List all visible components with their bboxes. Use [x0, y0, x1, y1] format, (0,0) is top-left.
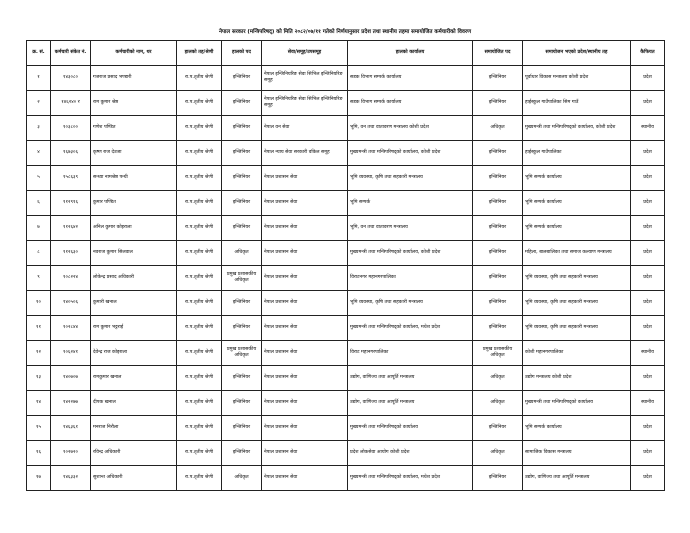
header-col-position: हालको पद [222, 41, 262, 66]
cell-adjusted-unit: भूमि व्यवस्था, कृषि तथा सहकारी मन्त्रालय [523, 266, 631, 291]
cell-adjusted-position: इन्जिनियर [473, 266, 523, 291]
cell-adjusted-unit: भूमि व्यवस्था, कृषि तथा सहकारी मन्त्रालय [523, 291, 631, 316]
cell-adjusted-unit: महिला, बालबालिका तथा समाज कल्याण मन्त्रालय [523, 241, 631, 266]
cell-employee-code: १४६३६१ [51, 416, 91, 441]
cell-remarks: प्रदेश [631, 291, 665, 316]
cell-position: इन्जिनियर [222, 391, 262, 416]
cell-employee-code: १६७३०६ [51, 141, 91, 166]
cell-adjusted-position: अधिकृत [473, 366, 523, 391]
cell-serial: १० [27, 291, 51, 316]
cell-employee-name: गजराज प्रसाद भण्डारी [91, 66, 177, 91]
cell-serial: १४ [27, 391, 51, 416]
cell-office: मुख्यमन्त्री तथा मन्त्रिपरिषद्को कार्यालय [348, 416, 473, 441]
cell-service-group: नेपाल प्रशासन सेवा [262, 166, 348, 191]
cell-level: रा.प.तृतीय श्रेणी [177, 216, 222, 241]
cell-serial: ७ [27, 216, 51, 241]
cell-employee-code: १४६३३२ [51, 466, 91, 491]
cell-adjusted-position: अधिकृत [473, 391, 523, 416]
cell-employee-name: गणेश पण्डित [91, 116, 177, 141]
cell-level: रा.प.तृतीय श्रेणी [177, 266, 222, 291]
cell-employee-name: रामकुमार खनाल [91, 366, 177, 391]
cell-adjusted-unit: मुख्यमन्त्री तथा मन्त्रिपरिषद्को कार्यालय [523, 391, 631, 416]
cell-adjusted-unit: सामाजिक विकास मन्त्रालय [523, 441, 631, 466]
cell-remarks: प्रदेश [631, 66, 665, 91]
cell-employee-name: राम कुमार श्रेष्ठ [91, 91, 177, 116]
cell-employee-name: रविन्द्र अधिकारी [91, 441, 177, 466]
cell-adjusted-position: इन्जिनियर [473, 241, 523, 266]
cell-position: अधिकृत [222, 241, 262, 266]
cell-service-group: नेपाल प्रशासन सेवा [262, 191, 348, 216]
table-row [27, 66, 665, 91]
cell-service-group: नेपाल इन्जिनियरिङ सेवा सिभिल इन्जिनियरिङ समूह [262, 66, 348, 91]
cell-serial: ३ [27, 116, 51, 141]
cell-level: रा.प.तृतीय श्रेणी [177, 141, 222, 166]
cell-employee-name: कुमार पण्डित [91, 191, 177, 216]
table-row [27, 266, 665, 291]
table-row [27, 441, 665, 466]
cell-employee-code: १०८२२४ [51, 266, 91, 291]
cell-office: प्रदेश लोकसेवा आयोग कोशी प्रदेश [348, 441, 473, 466]
cell-office: मुख्यमन्त्री तथा मन्त्रिपरिषद्को कार्यालय, मधेश प्रदेश [348, 316, 473, 341]
cell-adjusted-position: इन्जिनियर [473, 141, 523, 166]
cell-office: विराट महानगरपालिका [348, 341, 473, 366]
employee-table [26, 40, 665, 491]
table-row [27, 91, 665, 116]
cell-office: सडक विभाग सम्पर्क कार्यालय [348, 91, 473, 116]
cell-employee-name: अनिल कुमार कोइराला [91, 216, 177, 241]
cell-adjusted-unit: भूमि सम्पर्क कार्यालय [523, 191, 631, 216]
cell-adjusted-position: इन्जिनियर [473, 91, 523, 116]
cell-adjusted-position: इन्जिनियर [473, 216, 523, 241]
cell-position: प्रमुख प्रशासकीय अधिकृत [222, 266, 262, 291]
table-row [27, 241, 665, 266]
cell-remarks: स्थानीय [631, 391, 665, 416]
cell-service-group: नेपाल प्रशासन सेवा [262, 391, 348, 416]
cell-position: इन्जिनियर [222, 141, 262, 166]
cell-remarks: प्रदेश [631, 316, 665, 341]
table-row [27, 191, 665, 216]
cell-level: रा.प.तृतीय श्रेणी [177, 241, 222, 266]
cell-adjusted-unit: भूमि सम्पर्क कार्यालय [523, 166, 631, 191]
cell-service-group: नेपाल प्रशासन सेवा [262, 241, 348, 266]
cell-adjusted-position: इन्जिनियर [473, 416, 523, 441]
cell-employee-code: ११२६३० [51, 241, 91, 266]
cell-service-group: नेपाल प्रशासन सेवा [262, 416, 348, 441]
cell-level: रा.प.तृतीय श्रेणी [177, 341, 222, 366]
cell-serial: १ [27, 66, 51, 91]
cell-serial: ८ [27, 241, 51, 266]
cell-position: इन्जिनियर [222, 366, 262, 391]
cell-serial: ४ [27, 141, 51, 166]
cell-adjusted-unit: भूमि व्यवस्था, कृषि तथा सहकारी मन्त्रालय [523, 316, 631, 341]
table-row [27, 291, 665, 316]
cell-office: उद्योग, वाणिज्य तथा आपूर्ति मन्त्रालय [348, 391, 473, 416]
cell-service-group: नेपाल प्रशासन सेवा [262, 441, 348, 466]
cell-position: अधिकृत [222, 466, 262, 491]
cell-position: इन्जिनियर [222, 91, 262, 116]
cell-serial: ११ [27, 316, 51, 341]
cell-office: मुख्यमन्त्री तथा मन्त्रिपरिषद्को कार्यालय, मधेश प्रदेश [348, 466, 473, 491]
cell-employee-code: १०६२४१ [51, 341, 91, 366]
cell-adjusted-position: इन्जिनियर [473, 291, 523, 316]
cell-office: भूमि, वन तथा वातावरण मन्त्रालय [348, 216, 473, 241]
cell-service-group: नेपाल प्रशासन सेवा [262, 216, 348, 241]
cell-position: इन्जिनियर [222, 191, 262, 216]
cell-employee-name: राम कुमार भट्टराई [91, 316, 177, 341]
cell-serial: ९ [27, 266, 51, 291]
cell-level: रा.प.तृतीय श्रेणी [177, 116, 222, 141]
cell-employee-name: सुशान्त अधिकारी [91, 466, 177, 491]
table-row [27, 466, 665, 491]
cell-position: इन्जिनियर [222, 291, 262, 316]
cell-employee-code: १०२७२० [51, 441, 91, 466]
cell-serial: १५ [27, 416, 51, 441]
cell-level: रा.प.तृतीय श्रेणी [177, 366, 222, 391]
cell-employee-name: मनराज निरौला [91, 416, 177, 441]
cell-serial: १६ [27, 441, 51, 466]
cell-service-group: नेपाल प्रशासन सेवा [262, 341, 348, 366]
cell-level: रा.प.तृतीय श्रेणी [177, 416, 222, 441]
header-col-level: हालको तह/श्रेणी [177, 41, 222, 66]
cell-position: इन्जिनियर [222, 216, 262, 241]
cell-serial: ६ [27, 191, 51, 216]
cell-employee-code: १५८६३९ [51, 166, 91, 191]
cell-level: रा.प.तृतीय श्रेणी [177, 316, 222, 341]
cell-office: मुख्यमन्त्री तथा मन्त्रिपरिषद्को कार्यालय, कोशी प्रदेश [348, 241, 473, 266]
cell-remarks: स्थानीय [631, 116, 665, 141]
cell-position: इन्जिनियर [222, 441, 262, 466]
cell-office: भूमि, वन तथा वातावरण मन्त्रालय कोशी प्रदेश [348, 116, 473, 141]
cell-service-group: नेपाल प्रशासन सेवा [262, 266, 348, 291]
table-row [27, 166, 665, 191]
cell-serial: २ [27, 91, 51, 116]
cell-adjusted-position: इन्जिनियर [473, 66, 523, 91]
cell-adjusted-unit: उद्योग मन्त्रालय कोशी प्रदेश [523, 366, 631, 391]
cell-remarks: प्रदेश [631, 141, 665, 166]
cell-service-group: नेपाल न्याय सेवा सरकारी वकिल समूह [262, 141, 348, 166]
cell-employee-code: ११२९१६ [51, 191, 91, 216]
cell-adjusted-position: अधिकृत [473, 116, 523, 141]
cell-adjusted-unit: हाईस्कुल गाउँपालिका [523, 141, 631, 166]
cell-adjusted-position: प्रमुख प्रशासकीय अधिकृत [473, 341, 523, 366]
cell-adjusted-position: इन्जिनियर [473, 191, 523, 216]
cell-level: रा.प.तृतीय श्रेणी [177, 166, 222, 191]
cell-adjusted-unit: पूर्वाधार विकास मन्त्रालय कोशी प्रदेश [523, 66, 631, 91]
cell-adjusted-unit: मुख्यमन्त्री तथा मन्त्रिपरिषद्को कार्यालय, कोशी प्रदेश [523, 116, 631, 141]
cell-office: भूमि सम्पर्क [348, 191, 473, 216]
cell-level: रा.प.तृतीय श्रेणी [177, 291, 222, 316]
cell-adjusted-position: इन्जिनियर [473, 166, 523, 191]
cell-serial: १७ [27, 466, 51, 491]
table-row [27, 116, 665, 141]
cell-adjusted-position: इन्जिनियर [473, 466, 523, 491]
cell-adjusted-unit: कोशी महानगरपालिका [523, 341, 631, 366]
table-header-row [27, 41, 665, 66]
header-col-remarks: कैफियत [631, 41, 665, 66]
cell-remarks: प्रदेश [631, 366, 665, 391]
cell-remarks: प्रदेश [631, 191, 665, 216]
cell-adjusted-unit: भूमि सम्पर्क कार्यालय [523, 216, 631, 241]
header-col-service-group: सेवा/समूह/उपसमूह [262, 41, 348, 66]
cell-service-group: नेपाल वन सेवा [262, 116, 348, 141]
table-row [27, 416, 665, 441]
cell-employee-name: कृष्ण राज देउजा [91, 141, 177, 166]
cell-remarks: प्रदेश [631, 91, 665, 116]
cell-adjusted-position: इन्जिनियर [473, 316, 523, 341]
cell-office: विराटनगर महानगरपालिका [348, 266, 473, 291]
table-row [27, 366, 665, 391]
page-title: नेपाल सरकार (मन्त्रिपरिषद्) को मिति २०८२/०७/११ गतेको निर्णयानुसार प्रदेश तथा स्थानीय तहमा समायोजित कर्मचारीको विवरण [218, 29, 472, 35]
cell-office: उद्योग, वाणिज्य तथा आपूर्ति मन्त्रालय [348, 366, 473, 391]
cell-office: सडक विभाग सम्पर्क कार्यालय [348, 66, 473, 91]
cell-service-group: नेपाल प्रशासन सेवा [262, 466, 348, 491]
cell-serial: ५ [27, 166, 51, 191]
cell-remarks: प्रदेश [631, 266, 665, 291]
cell-office: भूमि व्यवस्था, कृषि तथा सहकारी मन्त्रालय [348, 166, 473, 191]
cell-employee-code: १४६२४० र [51, 91, 91, 116]
cell-adjusted-unit: हाईस्कुल गाउँपालिका सिम गाउँ [523, 91, 631, 116]
cell-level: रा.प.तृतीय श्रेणी [177, 91, 222, 116]
cell-office: मुख्यमन्त्री तथा मन्त्रिपरिषद्को कार्यालय, कोशी प्रदेश [348, 141, 473, 166]
cell-remarks: प्रदेश [631, 466, 665, 491]
cell-service-group: नेपाल प्रशासन सेवा [262, 366, 348, 391]
cell-employee-code: ११२६४२ [51, 216, 91, 241]
cell-position: प्रमुख प्रशासकीय अधिकृत [222, 341, 262, 366]
cell-position: इन्जिनियर [222, 66, 262, 91]
cell-serial: १३ [27, 366, 51, 391]
cell-position: इन्जिनियर [222, 166, 262, 191]
cell-employee-code: १४२२७७ [51, 391, 91, 416]
cell-employee-name: सन्ध्या नामश्रेष्ठ पन्थी [91, 166, 177, 191]
cell-employee-name: लोकेन्द्र प्रसाद अधिकारी [91, 266, 177, 291]
header-col-adjusted-position: समायोजित पद [473, 41, 523, 66]
cell-service-group: नेपाल इन्जिनियरिङ सेवा सिभिल इन्जिनियरिङ समूह [262, 91, 348, 116]
cell-level: रा.प.तृतीय श्रेणी [177, 191, 222, 216]
header-col-employee-code: कर्मचारी संकेत नं. [51, 41, 91, 66]
header-col-employee-name: कर्मचारीको नाम, थर [91, 41, 177, 66]
cell-remarks: प्रदेश [631, 216, 665, 241]
cell-adjusted-position: अधिकृत [473, 441, 523, 466]
table-row [27, 316, 665, 341]
cell-remarks: प्रदेश [631, 416, 665, 441]
cell-employee-code: १४०५०६ [51, 291, 91, 316]
cell-employee-name: कुमारी खनाल [91, 291, 177, 316]
header-col-serial: क्र. सं. [27, 41, 51, 66]
header-col-office: हालको कार्यालय [348, 41, 473, 66]
cell-serial: १२ [27, 341, 51, 366]
table-row [27, 216, 665, 241]
cell-employee-code: १४०७०७ [51, 366, 91, 391]
cell-employee-name: देवेन्द्र राज कोइराला [91, 341, 177, 366]
cell-remarks: प्रदेश [631, 166, 665, 191]
cell-adjusted-unit: उद्योग, वाणिज्य तथा आपूर्ति मन्त्रालय [523, 466, 631, 491]
table-row [27, 141, 665, 166]
cell-level: रा.प.तृतीय श्रेणी [177, 66, 222, 91]
cell-office: भूमि व्यवस्था, कृषि तथा सहकारी मन्त्रालय [348, 291, 473, 316]
table-row [27, 341, 665, 366]
cell-employee-code: १०२८४४ [51, 316, 91, 341]
table-row [27, 391, 665, 416]
cell-position: इन्जिनियर [222, 416, 262, 441]
cell-employee-code: १०३८०० [51, 116, 91, 141]
cell-service-group: नेपाल प्रशासन सेवा [262, 291, 348, 316]
cell-level: रा.प.तृतीय श्रेणी [177, 441, 222, 466]
cell-position: इन्जिनियर [222, 316, 262, 341]
cell-service-group: नेपाल प्रशासन सेवा [262, 316, 348, 341]
cell-level: रा.प.तृतीय श्रेणी [177, 391, 222, 416]
cell-employee-name: दीपक खनाल [91, 391, 177, 416]
cell-remarks: प्रदेश [631, 241, 665, 266]
cell-adjusted-unit: भूमि सम्पर्क कार्यालय [523, 416, 631, 441]
cell-employee-code: १४३०८० [51, 66, 91, 91]
cell-employee-name: नवराज कुमार सिलवाल [91, 241, 177, 266]
cell-position: इन्जिनियर [222, 116, 262, 141]
header-col-adjusted-unit: समायोजन भएको प्रदेश/स्थानीय तह [523, 41, 631, 66]
cell-remarks: स्थानीय [631, 341, 665, 366]
cell-remarks: प्रदेश [631, 441, 665, 466]
cell-level: रा.प.तृतीय श्रेणी [177, 466, 222, 491]
